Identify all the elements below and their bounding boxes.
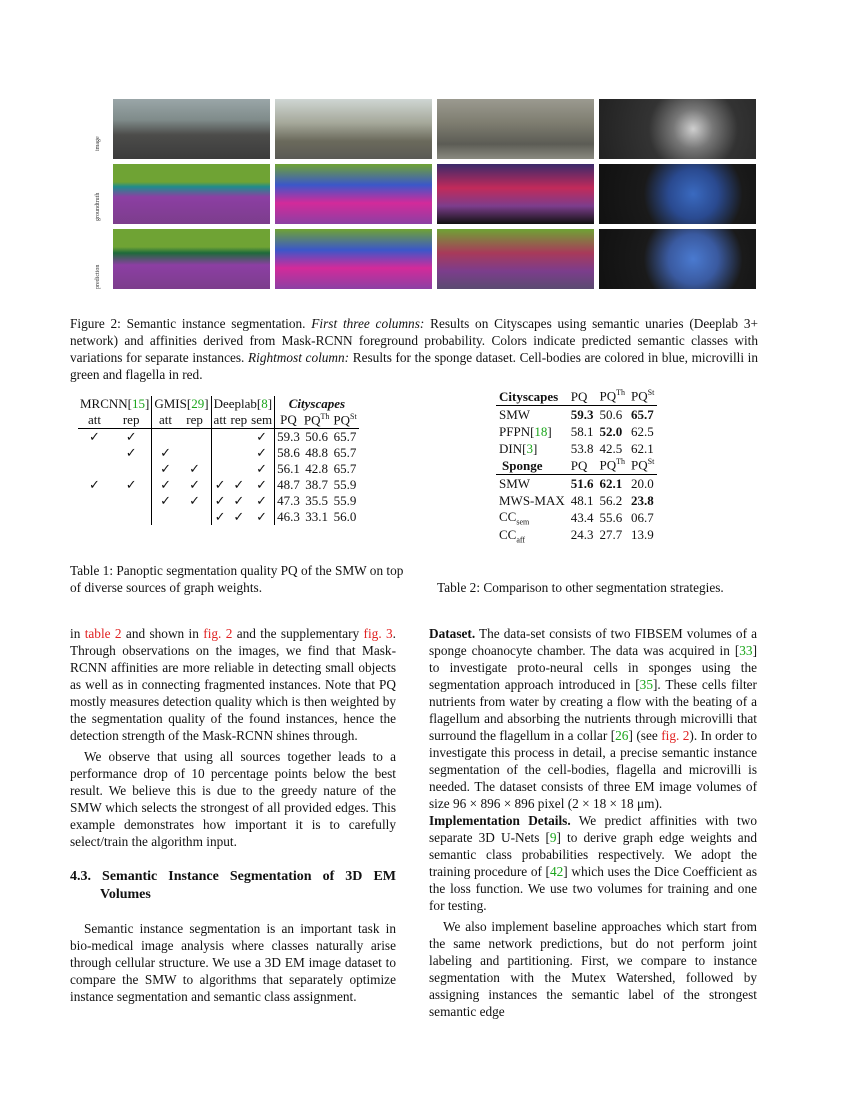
cell-st: 20.0: [631, 475, 654, 491]
cell-st: 13.9: [631, 527, 654, 543]
cell-th: 42.5: [599, 440, 623, 456]
groundtruth-sponge: [599, 164, 756, 224]
empty-cell: [111, 509, 152, 525]
cell-th: 50.6: [599, 406, 623, 422]
header-deeplab: Deeplab[8]: [211, 396, 275, 412]
table-2-row: [496, 527, 657, 545]
cite-35[interactable]: 35: [639, 677, 653, 692]
cell-st: 55.9: [333, 477, 357, 493]
table-2-row: [496, 475, 657, 493]
paragraph-baselines: We also implement baseline approaches which start from the same network predictions, but do not perform joint labeling and partitioning. First, we compare to instance segmentation with the Mutex Watershed, followed by assigning instances the semantic label of the strongest semantic edge: [429, 919, 757, 1019]
sub-att: att: [152, 412, 179, 429]
table-1-row: [78, 445, 359, 461]
cite-42[interactable]: 42: [549, 864, 564, 879]
section-heading: 4.3. Semantic Instance Segmentation of 3D EM Volumes: [70, 869, 396, 902]
link-fig-3[interactable]: fig. 3: [363, 626, 393, 641]
check-icon: ✓: [89, 429, 100, 445]
check-icon: ✓: [256, 429, 268, 445]
sub-pq: PQ: [275, 412, 302, 429]
row-label-groundtruth: groundtruth: [95, 192, 101, 221]
header-pq-th: $PQ^{Th}$: [599, 457, 625, 473]
header-sponge: Sponge: [502, 457, 543, 473]
cell-st: 55.9: [333, 493, 357, 509]
check-icon: ✓: [256, 477, 268, 493]
cell-th: 42.8: [305, 461, 328, 477]
table-1-row: [78, 509, 359, 525]
paragraph-implementation: Implementation Details. We predict affinities with two separate 3D U-Nets [9] to derive graph edge weights and semantic class probabilities respectively. We adopt the training procedure of [42] which uses the Dice Coefficient as the loss function. We use two volumes for training and one for testing.: [429, 813, 758, 913]
empty-cell: [211, 445, 229, 461]
method-name: DIN[3]: [499, 440, 538, 456]
caption-label: Figure 2:: [70, 316, 121, 331]
paragraph-intro: Semantic instance segmentation is an important task in bio-medical image analysis where classes naturally arise through cellular structure. We use a 3D EM image dataset to compare the SMW to algorithms that separately optimize instance segmentation and semantic class assignment.: [70, 921, 396, 1004]
method-name: $CC_{aff}$: [499, 526, 526, 545]
empty-cell: [111, 493, 152, 509]
check-icon: ✓: [152, 461, 179, 477]
table-2: [496, 388, 657, 544]
check-icon: ✓: [256, 461, 268, 477]
header-pq-st: $PQ^{St}$: [631, 457, 655, 473]
cell-pq: 58.6: [275, 445, 302, 461]
groundtruth-street-1: [113, 164, 270, 224]
caption-text-1: Results on Cityscapes using semantic unaries (Deeplab 3+ network) and affinities derived from Mask-RCNN foreground probability. Colors indicate predicted semantic classes with variations for separate instances.: [70, 316, 759, 365]
cite-9[interactable]: 9: [549, 830, 557, 845]
check-icon: ✓: [256, 509, 268, 525]
cell-th: 27.7: [599, 527, 623, 543]
cell-st: 65.7: [333, 445, 357, 461]
cell-pq: 48.7: [275, 477, 302, 493]
header-pq: PQ: [570, 388, 588, 404]
check-icon: ✓: [211, 509, 229, 525]
cell-th: 35.5: [305, 493, 328, 509]
image-street-1: [113, 99, 270, 159]
cell-pq: 48.1: [570, 492, 594, 508]
empty-cell: [229, 461, 250, 477]
table-1-row: [78, 461, 359, 477]
check-icon: ✓: [233, 493, 245, 509]
table-1: [78, 396, 359, 525]
check-icon: ✓: [152, 493, 179, 509]
check-icon: ✓: [233, 477, 245, 493]
empty-cell: [78, 509, 111, 525]
cell-pq: 58.1: [570, 423, 594, 439]
prediction-sponge: [599, 229, 756, 289]
row-label-prediction: prediction: [95, 264, 101, 289]
check-icon: ✓: [189, 477, 201, 493]
paragraph-results: in table 2 and shown in fig. 2 and the supplementary fig. 3. Through observations on the images, we find that Mask-RCNN affinities are more reliable in detecting small objects as well as in connecting fragmented instances. Note that PQ mostly measures detection quality which is then weighted by the segmentation quality of the found instances, hence the detection strength of the Mask-RCNN shines through.: [70, 626, 396, 743]
cell-st: 65.7: [631, 406, 654, 422]
cell-th: 38.7: [305, 477, 328, 493]
cell-pq: 47.3: [275, 493, 302, 509]
left-column: [70, 625, 396, 1005]
cell-pq: 43.4: [570, 509, 594, 525]
check-icon: ✓: [233, 509, 245, 525]
header-pq-st: $PQ^{St}$: [631, 388, 655, 404]
prediction-street-2: [275, 229, 432, 289]
empty-cell: [179, 429, 211, 446]
prediction-street-3: [437, 229, 594, 289]
row-label-image: image: [95, 136, 101, 151]
sub-att: att: [87, 412, 101, 428]
cell-st: 65.7: [333, 429, 357, 445]
cell-pq: 56.1: [275, 461, 302, 477]
check-icon: ✓: [152, 445, 179, 461]
check-icon: ✓: [189, 461, 201, 477]
table-1-row: [78, 477, 359, 493]
cell-th: 56.2: [599, 492, 623, 508]
check-icon: ✓: [89, 477, 100, 493]
table-2-row: [496, 423, 657, 440]
cell-th: 50.6: [305, 429, 328, 445]
right-column: [429, 625, 757, 1020]
sub-pq-st: $PQ^{St}$: [333, 412, 357, 428]
empty-cell: [179, 445, 211, 461]
empty-cell: [211, 429, 229, 446]
check-icon: ✓: [256, 493, 268, 509]
empty-cell: [78, 445, 111, 461]
image-street-3: [437, 99, 594, 159]
header-pq-th: $PQ^{Th}$: [599, 388, 625, 404]
empty-cell: [111, 461, 152, 477]
check-icon: ✓: [125, 445, 137, 461]
cite-33[interactable]: 33: [739, 643, 753, 658]
empty-cell: [229, 445, 250, 461]
empty-cell: [152, 509, 179, 525]
table-2-row: [496, 509, 657, 527]
cell-st: 56.0: [333, 509, 357, 525]
link-table-2[interactable]: table 2: [84, 626, 122, 641]
cell-st: 23.8: [631, 492, 654, 508]
caption-rightmost: Rightmost column:: [248, 350, 350, 365]
cell-th: 48.8: [305, 445, 328, 461]
header-cityscapes: Cityscapes: [499, 388, 559, 404]
check-icon: ✓: [211, 493, 229, 509]
sub-att: att: [211, 412, 229, 429]
empty-cell: [179, 509, 211, 525]
cell-st: 06.7: [631, 509, 654, 525]
image-sponge-em: [599, 99, 756, 159]
check-icon: ✓: [125, 477, 137, 493]
caption-first-columns: First three columns:: [311, 316, 425, 331]
method-name: SMW: [499, 475, 531, 491]
empty-cell: [78, 461, 111, 477]
figure-2: [95, 99, 723, 292]
cell-pq: 51.6: [570, 475, 594, 491]
method-name: MWS-MAX: [499, 492, 565, 508]
paragraph-dataset: Dataset. The data-set consists of two FIBSEM volumes of a sponge choanocyte chamber. The data was acquired in [33] to investigate proto-neural cells in sponges using the segmentation approach introduced in [35]. These cells filter nutrients from water by creating a flow with the beating of a flagellum and absorbing the nutrients through microvilli that surround the flagellum in a collar [26] (see fig. 2). In order to investigate this process in detail, a precise semantic instance segmentation of the cell-bodies, flagella and microvilli is needed. The dataset consists of three EM image volumes of size 96 × 896 × 896 pixel (2 × 18 × 18 μm).: [429, 626, 757, 811]
cell-pq: 53.8: [570, 440, 594, 456]
sub-rep: rep: [230, 412, 248, 428]
cell-st: 62.1: [631, 440, 654, 456]
cell-th: 33.1: [305, 509, 328, 525]
empty-cell: [229, 429, 250, 446]
cell-pq: 24.3: [570, 527, 594, 543]
sub-sem: sem: [251, 412, 273, 428]
header-gmis: GMIS[29]: [152, 396, 211, 412]
table-1-row: [78, 493, 359, 509]
header-pq: PQ: [570, 457, 588, 473]
cite-26[interactable]: 26: [615, 728, 629, 743]
groundtruth-street-2: [275, 164, 432, 224]
method-name: $CC_{sem}$: [499, 509, 530, 527]
cell-pq: 59.3: [275, 429, 302, 446]
sub-pq-th: $PQ^{Th}$: [303, 412, 330, 428]
check-icon: ✓: [256, 445, 268, 461]
table-1-caption: Table 1: Panoptic segmentation quality PQ of the SMW on top of diverse sources of graph weights.: [70, 563, 404, 595]
cell-pq: 46.3: [275, 509, 302, 525]
table-1-row: [78, 429, 359, 446]
check-icon: ✓: [211, 477, 229, 493]
table-2-caption: Table 2: Comparison to other segmentation strategies.: [437, 580, 724, 595]
caption-title: Semantic instance segmentation.: [126, 316, 306, 331]
cell-th: 62.1: [599, 475, 623, 491]
check-icon: ✓: [152, 477, 179, 493]
caption-text-2: Results for the sponge dataset. Cell-bodies are colored in blue, microvilli in green and flagella in red.: [70, 350, 758, 382]
groundtruth-street-3: [437, 164, 594, 224]
method-name: SMW: [499, 406, 531, 422]
cell-st: 62.5: [631, 423, 654, 439]
paragraph-observation: We observe that using all sources together leads to a performance drop of 10 percentage points below the best result. We believe this is due to the greedy nature of the SMW which selects the strongest of all provided edges. This example demonstrates how important it is to carefully select/train the algorithm input.: [70, 749, 396, 849]
link-fig-2[interactable]: fig. 2: [661, 728, 690, 743]
cell-th: 55.6: [599, 509, 623, 525]
link-fig-2[interactable]: fig. 2: [203, 626, 233, 641]
method-name: PFPN[18]: [499, 423, 552, 439]
prediction-street-1: [113, 229, 270, 289]
empty-cell: [152, 429, 179, 446]
sub-rep: rep: [186, 412, 203, 428]
empty-cell: [78, 493, 111, 509]
check-icon: ✓: [125, 429, 137, 445]
image-street-2: [275, 99, 432, 159]
cell-st: 65.7: [333, 461, 357, 477]
empty-cell: [211, 461, 229, 477]
table-2-row: [496, 406, 657, 424]
header-cityscapes: Cityscapes: [275, 396, 359, 412]
table-2-row: [496, 440, 657, 457]
header-mrcnn: MRCNN[15]: [80, 396, 150, 411]
check-icon: ✓: [189, 493, 201, 509]
sub-rep: rep: [122, 412, 140, 428]
figure-caption: [70, 315, 758, 383]
cell-th: 52.0: [599, 423, 623, 439]
table-2-row: [496, 492, 657, 509]
cell-pq: 59.3: [570, 406, 594, 422]
